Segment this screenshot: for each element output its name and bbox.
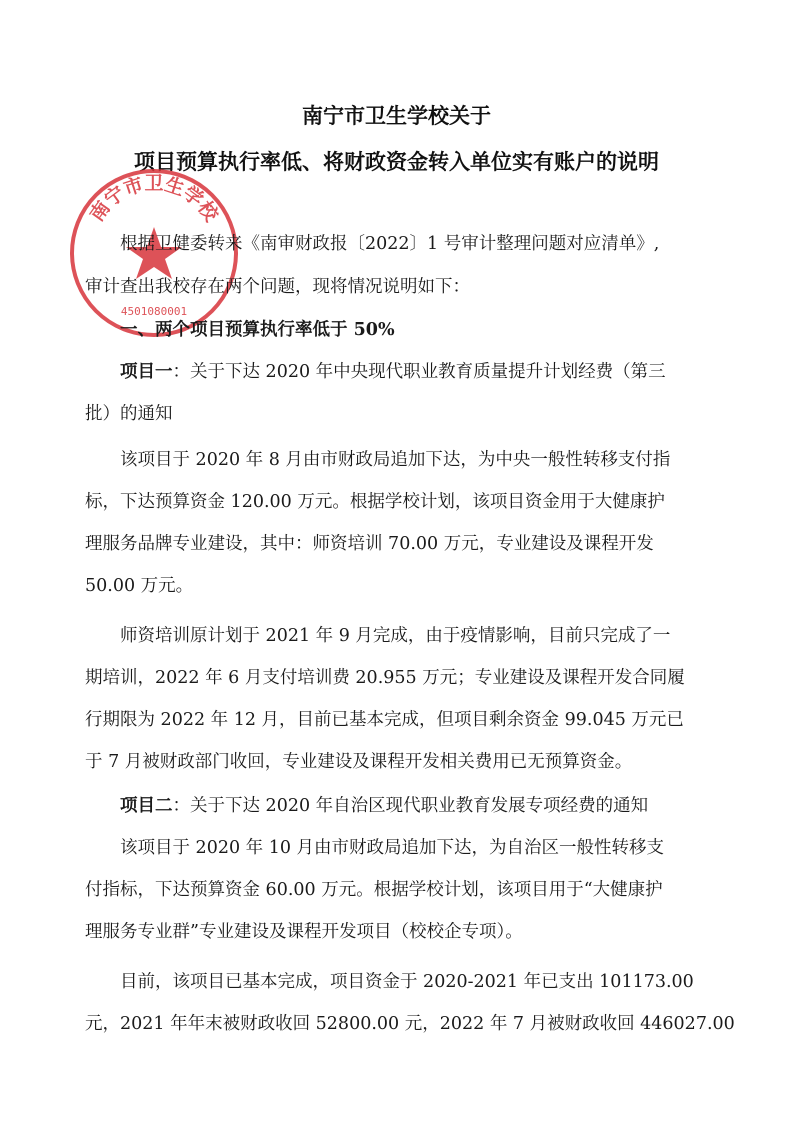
- section-heading: 一、两个项目预算执行率低于 50%: [120, 320, 395, 340]
- project-one-title: 项目一：关于下达 2020 年中央现代职业教育质量提升计划经费（第三: [120, 362, 666, 382]
- paragraph-line: 于 7 月被财政部门收回，专业建设及课程开发相关费用已无预算资金。: [85, 752, 633, 772]
- paragraph-line: 审计查出我校存在两个问题，现将情况说明如下：: [85, 277, 470, 297]
- paragraph-line: 该项目于 2020 年 8 月由市财政局追加下达，为中央一般性转移支付指: [120, 450, 671, 470]
- svg-text:4501080001: 4501080001: [120, 305, 188, 318]
- paragraph-line: 批）的通知: [85, 404, 173, 424]
- paragraph-line: 期培训，2022 年 6 月支付培训费 20.955 万元；专业建设及课程开发合同履: [85, 668, 685, 688]
- document-title-line2: 项目预算执行率低、将财政资金转入单位实有账户的说明: [134, 150, 659, 174]
- paragraph-line: 根据卫健委转来《南审财政报〔2022〕1 号审计整理问题对应清单》,: [120, 234, 660, 254]
- paragraph-line: 行期限为 2022 年 12 月，目前已基本完成，但项目剩余资金 99.045 万元已: [85, 710, 684, 730]
- document-title-line1: 南宁市卫生学校关于: [302, 104, 491, 128]
- project-two-title-rest: ：关于下达 2020 年自治区现代职业教育发展专项经费的通知: [172, 796, 649, 816]
- paragraph-line: 目前，该项目已基本完成，项目资金于 2020-2021 年已支出 101173.00: [120, 972, 694, 992]
- project-two-title: 项目二：关于下达 2020 年自治区现代职业教育发展专项经费的通知: [120, 796, 649, 816]
- paragraph-line: 标，下达预算资金 120.00 万元。根据学校计划，该项目资金用于大健康护: [85, 492, 665, 512]
- paragraph-line: 50.00 万元。: [85, 576, 194, 596]
- project-one-title-rest: ：关于下达 2020 年中央现代职业教育质量提升计划经费（第三: [172, 362, 666, 382]
- svg-text:南宁市卫生学校: 南宁市卫生学校: [85, 172, 223, 226]
- paragraph-line: 元，2021 年年末被财政收回 52800.00 元，2022 年 7 月被财政收回 446027.00: [85, 1014, 735, 1034]
- paragraph-line: 师资培训原计划于 2021 年 9 月完成，由于疫情影响，目前只完成了一: [120, 626, 671, 646]
- paragraph-line: 该项目于 2020 年 10 月由市财政局追加下达，为自治区一般性转移支: [120, 838, 665, 858]
- paragraph-line: 理服务专业群”专业建设及课程开发项目（校校企专项）。: [85, 922, 523, 942]
- paragraph-line: 付指标，下达预算资金 60.00 万元。根据学校计划，该项目用于“大健康护: [85, 880, 663, 900]
- paragraph-line: 理服务品牌专业建设，其中：师资培训 70.00 万元，专业建设及课程开发: [85, 534, 654, 554]
